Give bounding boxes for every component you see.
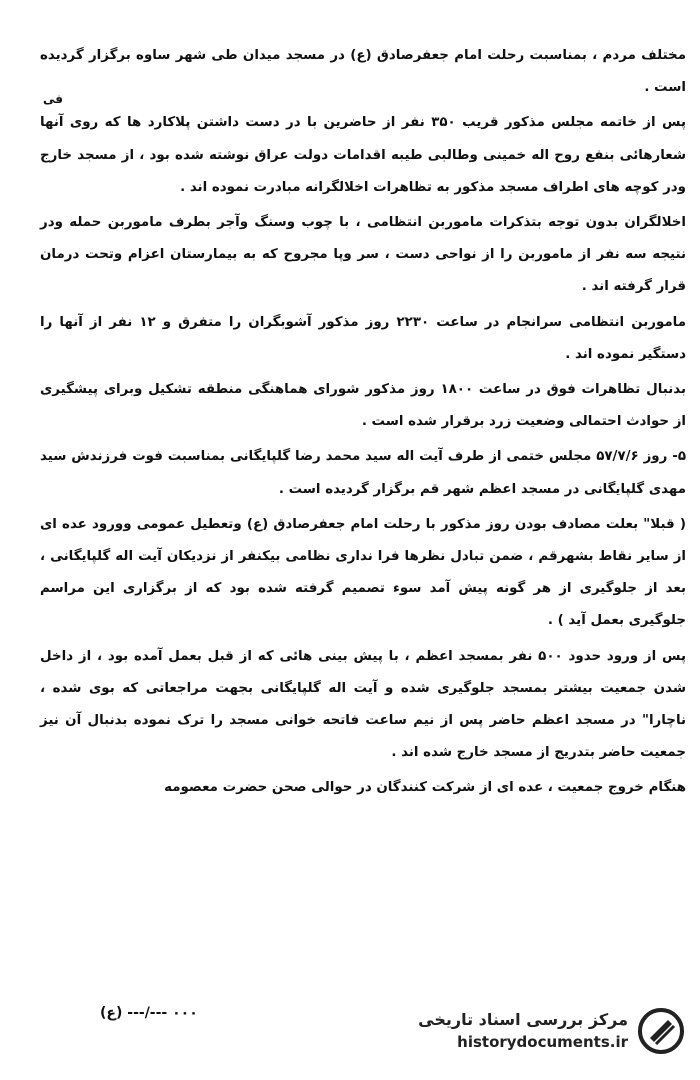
paragraph-6: ۵- روز ۵۷/۷/۶ مجلس ختمی از طرف آیت اله سید محمد رضا گلپایگانی بمناسبت فوت فرزندش سید مهدی گلپایگانی در مسجد اعظم شهر قم برگزار گردیده است . bbox=[40, 449, 686, 497]
paragraph-4: ماموربن انتظامی سرانجام در ساعت ۲۲۳۰ روز مذکور آشوبگران را متفرق و ۱۲ نفر از آنها را دستگیر نموده اند . bbox=[40, 314, 686, 362]
archive-logo-icon bbox=[638, 1008, 684, 1054]
margin-marker: فی bbox=[43, 92, 63, 106]
paragraph-1: مختلف مردم ، بمناسبت رحلت امام جعفرصادق (ع) در مسجد میدان طی شهر ساوه برگزار گردیده است . bbox=[40, 48, 686, 96]
paragraph-2: پس از خاتمه مجلس مذکور قریب ۳۵۰ نفر از حاضرین با در دست داشتن پلاکارد ها که روی آنها شعارهائی بنفع روح اله خمینی وطالبی طیبه اقدامات دولت عراق نوشته شده بود ، از مسجد خارج ودر کوچه های اطراف مسجد مذکور به تظاهرات اخلالگرانه مبادرت نموده اند . bbox=[40, 115, 686, 195]
paragraph-3: اخلالگران بدون توجه بتذکرات ماموربن انتظامی ، با چوب وسنگ وآجر بطرف ماموربن حمله ودر نتیجه سه نفر از ماموربن را از نواحی دست ، سر وپا مجروح که به بیمارستان اعزام وتحت درمان قرار گرفته اند . bbox=[40, 215, 686, 295]
watermark-url: historydocuments.ir bbox=[457, 1033, 628, 1051]
watermark bbox=[384, 1006, 684, 1056]
paragraph-9: هنگام خروج جمعیت ، عده ای از شرکت کنندگان در حوالی صحن حضرت معصومه bbox=[164, 780, 686, 796]
footer-reference: (ع) ---/--- ۰۰۰ bbox=[100, 1005, 198, 1021]
paragraph-5: بدنبال تظاهرات فوق در ساعت ۱۸۰۰ روز مذکور شورای هماهنگی منطقه تشکیل وبرای پیشگیری از حوادث احتمالی وضعیت زرد برقرار شده است . bbox=[40, 382, 686, 430]
watermark-title: مرکز بررسی اسناد تاریخی bbox=[418, 1010, 628, 1029]
paragraph-8: پس از ورود حدود ۵۰۰ نفر بمسجد اعظم ، با پیش بینی هائی که از قبل بعمل آمده بود ، از داخل شدن جمعیت بیشتر بمسجد جلوگیری شده و آیت اله گلپایگانی بجهت مراجعاتی که بوی شده ، ناچارا" در مسجد اعظم حاضر پس از نیم ساعت فاتحه خوانی مسجد را ترک نموده بدنبال آن نیز جمعیت حاضر بتدریج از مسجد خارج شده اند . bbox=[40, 648, 686, 761]
document-body bbox=[40, 40, 686, 805]
paragraph-7: ( قبلا" بعلت مصادف بودن روز مذکور با رحلت امام جعفرصادق (ع) وتعطیل عمومی وورود عده ای از ساير نقاط بشهرقم ، ضمن تبادل نظرها فرا ندارى نظامی بیکنفر از نزدیکان آیت اله گلپایگانی ، بعد از جلوگیری از هر گونه پیش آمد سوء تصمیم گرفته شده بود که از برگزاری این مراسم جلوگیری بعمل آید ) . bbox=[40, 516, 686, 629]
